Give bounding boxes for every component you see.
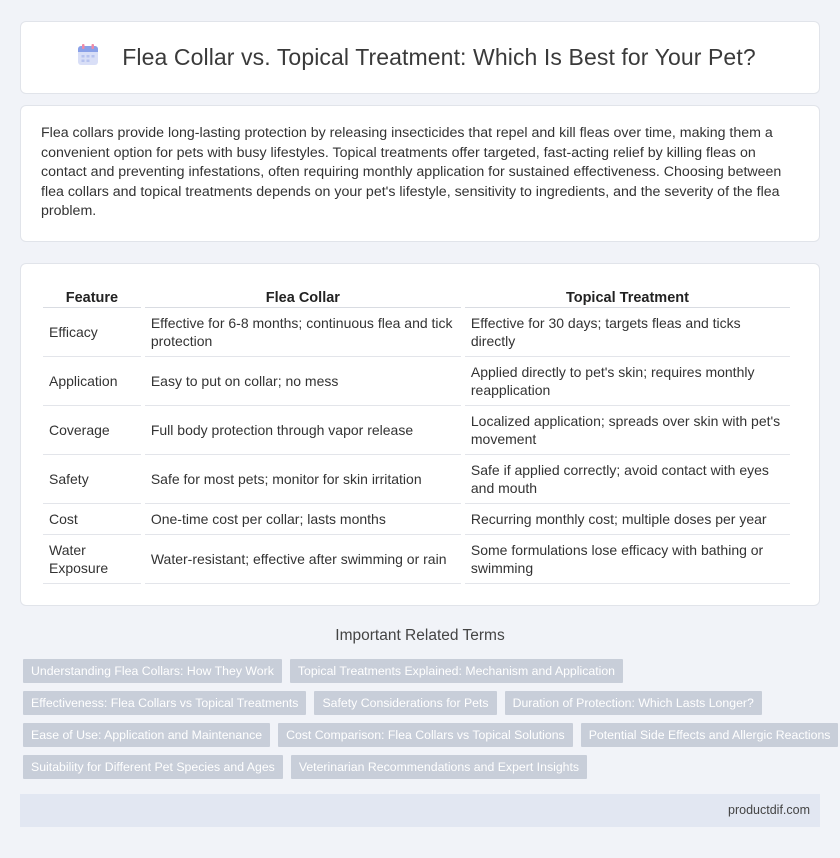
header-card [20, 21, 820, 94]
topical-treatment-cell: Effective for 30 days; targets fleas and ticks directly [465, 308, 790, 357]
related-term-tag[interactable]: Potential Side Effects and Allergic Reactions [581, 723, 839, 747]
header-topical-treatment: Topical Treatment [465, 282, 790, 308]
header-flea-collar: Flea Collar [145, 282, 461, 308]
intro-paragraph: Flea collars provide long-lasting protection by releasing insecticides that repel and kill fleas over time, making them a convenient option for pets with busy lifestyles. Topical treatments offer targeted, fast-acting relief by killing fleas on contact and preventing infestations, often requiring monthly application for sustained effectiveness. Choosing between flea collars and topical treatments depends on your pet's lifestyle, sensitivity to ingredients, and the severity of the flea problem. [41, 125, 782, 220]
related-term-tag[interactable]: Veterinarian Recommendations and Expert Insights [291, 755, 587, 779]
topical-treatment-cell: Some formulations lose efficacy with bathing or swimming [465, 535, 790, 584]
related-term-tag[interactable]: Topical Treatments Explained: Mechanism and Application [290, 659, 623, 683]
related-term-tag[interactable]: Duration of Protection: Which Lasts Longer? [505, 691, 762, 715]
feature-cell: Application [43, 357, 141, 406]
calendar-icon [76, 43, 100, 72]
topical-treatment-cell: Localized application; spreads over skin with pet's movement [465, 406, 790, 455]
flea-collar-cell: One-time cost per collar; lasts months [145, 504, 461, 535]
feature-cell: Coverage [43, 406, 141, 455]
flea-collar-cell: Effective for 6-8 months; continuous flea and tick protection [145, 308, 461, 357]
flea-collar-cell: Full body protection through vapor release [145, 406, 461, 455]
flea-collar-cell: Easy to put on collar; no mess [145, 357, 461, 406]
flea-collar-cell: Water-resistant; effective after swimming or rain [145, 535, 461, 584]
feature-cell: Efficacy [43, 308, 141, 357]
table-row [43, 535, 790, 584]
feature-cell: Water Exposure [43, 535, 141, 584]
related-term-tag[interactable]: Ease of Use: Application and Maintenance [23, 723, 270, 747]
table-row [43, 455, 790, 504]
footer [20, 794, 820, 827]
related-term-tag[interactable]: Cost Comparison: Flea Collars vs Topical Solutions [278, 723, 573, 747]
related-term-tag[interactable]: Suitability for Different Pet Species and Ages [23, 755, 283, 779]
table-row [43, 504, 790, 535]
topical-treatment-cell: Safe if applied correctly; avoid contact with eyes and mouth [465, 455, 790, 504]
related-term-tag[interactable]: Effectiveness: Flea Collars vs Topical Treatments [23, 691, 306, 715]
table-row [43, 357, 790, 406]
feature-cell: Safety [43, 455, 141, 504]
table-row [43, 406, 790, 455]
table-header-row [43, 282, 790, 308]
intro-card [20, 105, 820, 242]
feature-cell: Cost [43, 504, 141, 535]
topical-treatment-cell: Applied directly to pet's skin; requires monthly reapplication [465, 357, 790, 406]
comparison-card [20, 263, 820, 606]
related-terms-list [23, 659, 831, 787]
comparison-table [39, 282, 794, 584]
related-terms-title: Important Related Terms [335, 627, 505, 644]
topical-treatment-cell: Recurring monthly cost; multiple doses per year [465, 504, 790, 535]
table-row [43, 308, 790, 357]
page-title: Flea Collar vs. Topical Treatment: Which Is Best for Your Pet? [122, 44, 756, 70]
related-term-tag[interactable]: Understanding Flea Collars: How They Work [23, 659, 282, 683]
header-feature: Feature [43, 282, 141, 308]
related-term-tag[interactable]: Safety Considerations for Pets [314, 691, 496, 715]
site-domain[interactable]: productdif.com [728, 803, 810, 817]
flea-collar-cell: Safe for most pets; monitor for skin irritation [145, 455, 461, 504]
